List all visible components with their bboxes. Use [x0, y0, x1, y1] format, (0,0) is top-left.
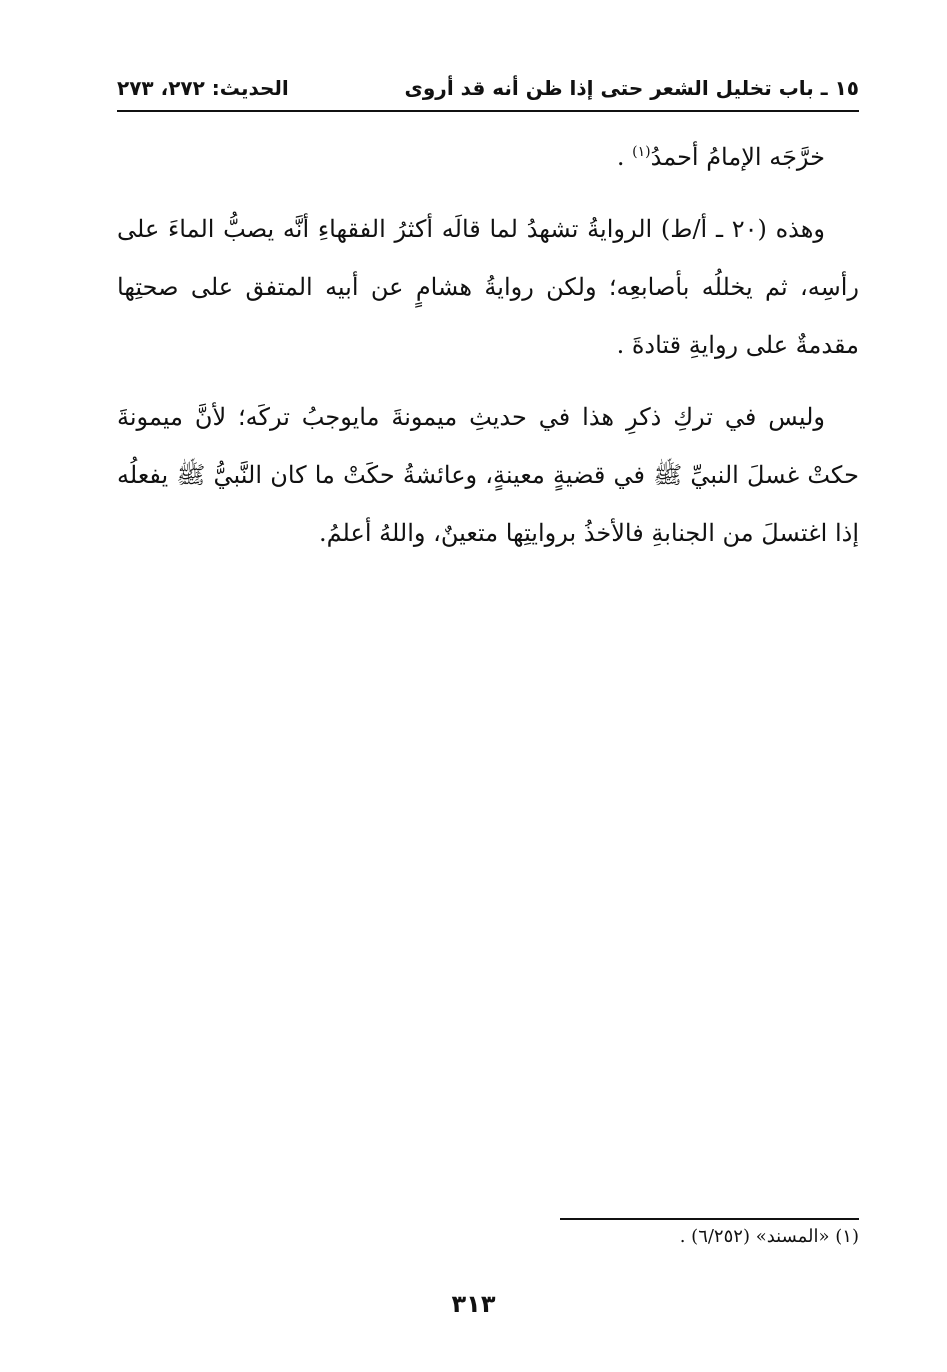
- paragraph-1-text: خرَّجَه الإمامُ أحمدُ: [650, 143, 825, 171]
- footnote: (١) «المسند» (٦/٢٥٢) .: [679, 1226, 859, 1247]
- footnote-divider: [560, 1218, 859, 1220]
- running-header: [117, 70, 859, 112]
- page-number: ٣١٣: [451, 1290, 496, 1318]
- paragraph-2: وهذه (٢٠ ـ أ/ط) الروايةُ تشهدُ لما قالَه أكثرُ الفقهاءِ أنَّه يصبُّ الماءَ على رأسِه، ثم يخللُه بأصابعِه؛ ولكن روايةُ هشامٍ عن أبيه المتفق على صحتِها مقدمةٌ على روايةِ قتادةَ .: [117, 215, 859, 359]
- paragraph-1: [117, 128, 859, 186]
- chapter-title: ١٥ ـ باب تخليل الشعر حتى إذا ظن أنه قد أروى: [404, 76, 859, 100]
- hadith-numbers: الحديث: ٢٧٢، ٢٧٣: [117, 76, 289, 100]
- main-text: [117, 128, 859, 576]
- footnote-reference[interactable]: (١): [632, 144, 651, 160]
- paragraph-3: وليس في تركِ ذكرِ هذا في حديثِ ميمونةَ مايوجبُ تركَه؛ لأنَّ ميمونةَ حكتْ غسلَ النبيِّ ﷺ في قضيةٍ معينةٍ، وعائشةُ حكَتْ ما كان النَّبيُّ ﷺ يفعلُه إذا اغتسلَ من الجنابةِ فالأخذُ بروايتِها متعينٌ، واللهُ أعلمُ.: [117, 403, 859, 547]
- paragraph-1-end: .: [616, 143, 633, 171]
